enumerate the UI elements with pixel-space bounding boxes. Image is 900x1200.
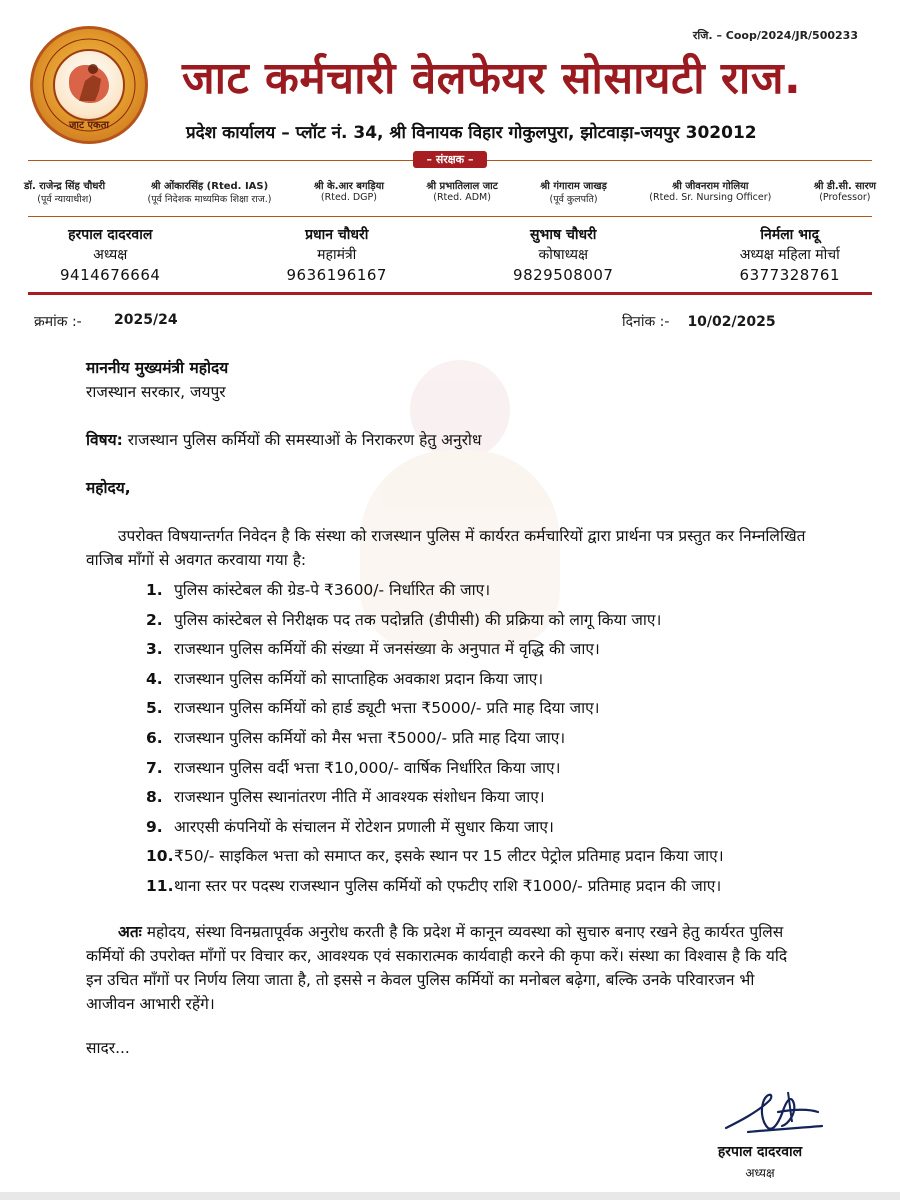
list-text: राजस्थान पुलिस कर्मियों को हार्ड ड्यूटी भत्ता ₹5000/- प्रति माह दिया जाए। <box>174 699 600 718</box>
list-text: राजस्थान पुलिस कर्मियों की संख्या में जनसंख्या के अनुपात में वृद्धि की जाए। <box>174 640 600 659</box>
officer-role: कोषाध्यक्ष <box>538 247 589 263</box>
date-value: 10/02/2025 <box>687 314 776 330</box>
letter-body <box>86 356 806 1060</box>
date-label: दिनांक :- <box>622 314 670 330</box>
handwritten-signature-icon <box>718 1082 828 1140</box>
patron-designation: (Rted. DGP) <box>320 192 377 203</box>
list-text: राजस्थान पुलिस स्थानांतरण नीति में आवश्यक संशोधन किया जाए। <box>174 788 545 807</box>
list-number: 2. <box>146 610 163 629</box>
intro-paragraph: उपरोक्त विषयान्तर्गत निवेदन है कि संस्था को राजस्थान पुलिस में कार्यरत कर्मचारियों द्वारा प्रार्थना पत्र प्रस्तुत कर निम्नलिखित वाजिब माँगों से अवगत करवाया गया है: <box>86 527 806 569</box>
patron-name: श्री प्रभातिलाल जाट <box>426 181 498 192</box>
recipient-office: राजस्थान सरकार, जयपुर <box>86 383 226 401</box>
list-text: राजस्थान पुलिस कर्मियों को मैस भत्ता ₹5000/- प्रति माह दिया जाए। <box>174 728 566 747</box>
officer-item <box>740 225 840 285</box>
subject-line <box>86 428 806 452</box>
patron-item <box>649 178 771 205</box>
list-number: 8. <box>146 788 163 807</box>
signatory-name: हरपाल दादरवाल <box>717 1144 803 1160</box>
patron-name: डॉ. राजेन्द्र सिंह चौधरी <box>24 181 106 192</box>
reference-value: 2025/24 <box>114 312 178 328</box>
patron-name: श्री गंगाराम जाखड़ <box>540 181 607 192</box>
closing-paragraph <box>86 920 806 1016</box>
closing-text: महोदय, संस्था विनम्रतापूर्वक अनुरोध करती है कि प्रदेश में कानून व्यवस्था को सुचारु बनाए रखने हेतु कार्यरत पुलिस कर्मियों की उपरोक्त माँगों पर विचार कर, आवश्यक एवं सकारात्मक कार्यवाही करने की कृपा करें। संस्था का विश्वास है कि यदि इन उचित माँगों पर निर्णय लिया जाता है, तो इससे न केवल पुलिस कर्मियों का मनोबल बढ़ेगा, बल्कि उनके परिवारजन भी आजीवन आभारी रहेंगे। <box>86 922 788 1013</box>
officer-name: निर्मला भादू <box>760 227 820 243</box>
list-text: पुलिस कांस्टेबल की ग्रेड-पे ₹3600/- निर्धारित की जाए। <box>174 581 491 599</box>
patron-item <box>426 178 497 205</box>
list-number: 6. <box>146 728 163 747</box>
officer-phone: 9829508007 <box>513 266 614 284</box>
page-bottom-edge <box>0 1192 900 1200</box>
patron-name: श्री जीवनराम गोलिया <box>672 181 749 192</box>
officer-item <box>287 225 387 285</box>
list-item <box>146 665 806 695</box>
list-text: आरएसी कंपनियों के संचालन में रोटेशन प्रणाली में सुधार किया जाए। <box>174 817 554 836</box>
list-item <box>146 606 806 636</box>
list-text: थाना स्तर पर पदस्थ राजस्थान पुलिस कर्मियों को एफटीए राशि ₹1000/- प्रतिमाह प्रदान की जाए। <box>174 876 722 895</box>
officer-name: हरपाल दादरवाल <box>68 227 153 243</box>
list-item <box>146 813 806 843</box>
patron-designation: (Rted. Sr. Nursing Officer) <box>649 192 772 203</box>
patron-item <box>814 178 876 205</box>
patron-item <box>148 178 272 205</box>
officer-role: महामंत्री <box>317 247 357 263</box>
patron-designation: (पूर्व कुलपति) <box>549 194 598 205</box>
officer-phone: 9414676664 <box>60 266 161 284</box>
patron-item <box>314 178 384 205</box>
list-number: 1. <box>146 581 163 599</box>
officer-name: सुभाष चौधरी <box>530 227 597 243</box>
list-text: राजस्थान पुलिस कर्मियों को साप्ताहिक अवकाश प्रदान किया जाए। <box>174 669 544 688</box>
patron-item <box>540 178 607 205</box>
patron-designation: (Professor) <box>819 192 871 203</box>
list-number: 9. <box>146 817 163 836</box>
list-number: 5. <box>146 699 163 718</box>
horse-rider-icon <box>55 51 123 119</box>
officer-role: अध्यक्ष <box>93 247 128 263</box>
patron-designation: (पूर्व निदेशक माध्यमिक शिक्षा राज.) <box>147 194 272 205</box>
list-item <box>146 872 806 902</box>
list-item <box>146 842 806 872</box>
logo-emblem <box>53 49 125 121</box>
closing-label: अतः <box>118 922 142 941</box>
officer-phone: 6377328761 <box>739 266 840 284</box>
list-item <box>146 576 806 606</box>
list-text: ₹50/- साइकिल भत्ता को समाप्त कर, इसके स्थान पर 15 लीटर पेट्रोल प्रतिमाह प्रदान किया जाए। <box>174 847 724 866</box>
list-number: 4. <box>146 669 163 688</box>
officer-item <box>60 225 160 285</box>
subject-label: विषय: <box>86 431 123 449</box>
salutation: महोदय, <box>86 479 131 497</box>
sign-off: सादर... <box>86 1038 130 1057</box>
list-item <box>146 754 806 784</box>
reference-label: क्रमांक :- <box>34 314 82 330</box>
list-item <box>146 783 806 813</box>
office-address: प्रदेश कार्यालय – प्लॉट नं. 34, श्री विनायक विहार गोकुलपुरा, झोटवाड़ा-जयपुर 302012 <box>186 123 757 143</box>
patron-designation: (पूर्व न्यायाधीश) <box>37 194 92 205</box>
divider-line <box>28 216 872 217</box>
patron-name: श्री के.आर बगड़िया <box>313 181 384 192</box>
patron-heading <box>0 152 900 167</box>
patron-name: श्री ओंकारसिंह (Rted. IAS) <box>150 181 269 192</box>
patron-item <box>24 178 105 205</box>
logo-caption: जाट एकता <box>68 120 110 131</box>
list-text: राजस्थान पुलिस वर्दी भत्ता ₹10,000/- वार्षिक निर्धारित किया जाए। <box>174 758 561 777</box>
signatory-role: अध्यक्ष <box>745 1166 775 1180</box>
subject-text: राजस्थान पुलिस कर्मियों की समस्याओं के निराकरण हेतु अनुरोध <box>122 431 482 449</box>
patron-heading-text: – संरक्षक – <box>413 151 488 168</box>
list-text: पुलिस कांस्टेबल से निरीक्षक पद तक पदोन्नति (डीपीसी) की प्रक्रिया को लागू किया जाए। <box>174 610 662 629</box>
officer-phone: 9636196167 <box>286 266 387 284</box>
registration-number: रजि. – Coop/2024/JR/500233 <box>692 29 858 42</box>
officer-role: अध्यक्ष महिला मोर्चा <box>739 247 840 263</box>
list-item <box>146 694 806 724</box>
list-number: 10. <box>146 847 174 866</box>
list-item <box>146 635 806 665</box>
patron-list <box>24 178 876 205</box>
demand-list <box>146 576 806 902</box>
list-number: 11. <box>146 876 174 895</box>
list-number: 3. <box>146 640 163 659</box>
patron-name: श्री डी.सी. सारण <box>813 181 876 192</box>
list-item <box>146 724 806 754</box>
recipient-title: माननीय मुख्यमंत्री महोदय <box>86 359 229 377</box>
header-divider <box>28 292 872 295</box>
list-number: 7. <box>146 758 163 777</box>
officer-name: प्रधान चौधरी <box>305 227 369 243</box>
organization-name: जाट कर्मचारी वेलफेयर सोसायटी राज. <box>182 53 802 104</box>
patron-designation: (Rted. ADM) <box>433 192 491 203</box>
society-logo <box>30 26 148 144</box>
officer-list <box>60 225 840 285</box>
officer-item <box>513 225 613 285</box>
reference-number <box>34 312 178 331</box>
letter-date <box>622 312 776 331</box>
